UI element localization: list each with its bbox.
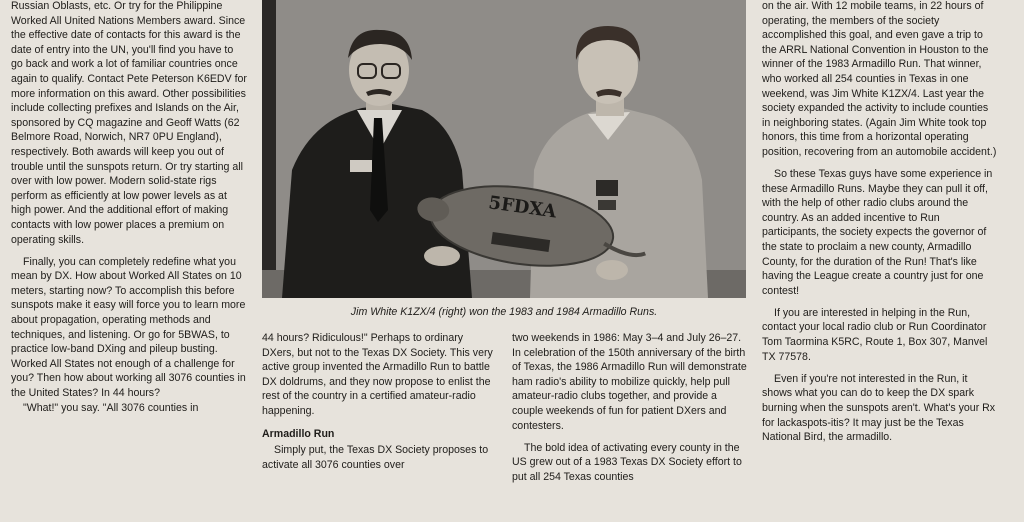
col4-paragraph-3: If you are interested in helping in the Run, contact your local radio club or Run Coordinator Tom Taormina K5RC, Route 1, Box 307, Manvel TX 77578. xyxy=(762,306,988,363)
col1-paragraph-1: Russian Oblasts, etc. Or try for the Philippine Worked All United Nations Members award. Since the effective date of contacts for this award is the date of entry into the UN, you'll find you have to go back and work a lot of familiar countries once again to qualify. Contact Pete Peterson K6EDV for more information on this award. Other possibilities include collecting prefixes and Islands on the Air, sponsored by CQ magazine and Geoff Watts (62 Belmore Road, Norwich, NR7 0PU England), respectively. Both awards will keep you out of trouble until the sunspots return. Or try starting all over with low power. Modern solid-state rigs perform as efficiently at low power levels as at high power. And the additional effort of making contacts with low power places a premium on operating skills. xyxy=(11,0,247,246)
column-2 xyxy=(262,331,498,472)
photo-illustration xyxy=(262,0,746,298)
col2-heading: Armadillo Run xyxy=(262,427,335,440)
col4-paragraph-4: Even if you're not interested in the Run, it shows what you can do to keep the DX spark burning when the sunspots aren't. What's your Rx for lackaspots-itis? It may just be the Texas National Bird, the armadillo. xyxy=(762,372,996,444)
column-1 xyxy=(11,0,247,415)
col4-paragraph-2: So these Texas guys have some experience in these Armadillo Runs. Maybe they can pull it off, with the help of other radio clubs around the country. As an added incentive to Run participants, the society expects the governor of the state to proclaim a new county, Armadillo County, for the duration of the Run! That's like having the League create a country just for one contest! xyxy=(762,168,993,297)
column-4 xyxy=(762,0,998,445)
plaque-text: 5FDXA xyxy=(487,192,558,223)
col2-paragraph-1: 44 hours? Ridiculous!" Perhaps to ordinary DXers, but not to the Texas DX Society. This very active group invented the Armadillo Run to battle DX doldrums, and they now propose to enlist the rest of the country in a certified amateur-radio happening. xyxy=(262,332,493,417)
column-3 xyxy=(512,331,748,484)
photo-jim-white xyxy=(262,0,746,298)
col3-paragraph-2: The bold idea of activating every county in the US grew out of a 1983 Texas DX Society effort to put all 254 Texas counties xyxy=(512,441,742,483)
col1-paragraph-3: "What!" you say. "All 3076 counties in xyxy=(23,401,199,414)
col4-paragraph-1: on the air. With 12 mobile teams, in 22 hours of operating, the members of the society accomplished this goal, and even gave a trip to the ARRL National Convention in Houston to the winner of the 1983 Armadillo Run. That winner, who worked all 254 counties in Texas in one weekend, was Jim White K1ZX/4. Last year the society expanded the activity to include counties in neighboring states. (Again Jim White took top honors, this time from a horizontal operating position, recovering from an automobile accident.) xyxy=(762,0,997,158)
col2-paragraph-2: Simply put, the Texas DX Society proposes to activate all 3076 counties over xyxy=(262,444,489,471)
photo-caption: Jim White K1ZX/4 (right) won the 1983 and 1984 Armadillo Runs. xyxy=(350,306,658,318)
col3-paragraph-1: two weekends in 1986: May 3–4 and July 26–27. In celebration of the 150th anniversary of the birth of Texas, the 1986 Armadillo Run will demonstrate ham radio's ability to mobilize quickly, help pull amateur-radio clubs together, and provide a couple weekends of fun for patient DXers and contesters. xyxy=(512,332,747,432)
col1-paragraph-2: Finally, you can completely redefine what you mean by DX. How about Worked All States on 10 meters, starting now? To accomplish this before sunspots make it easy will force you to learn more about propagation, operating methods and techniques, and listening. Or go for 5BWAS, to practice low-band DXing and pileup busting. Worked All States not enough of a challenge for you? Then how about working all 3076 counties in the United States? In 44 hours? xyxy=(11,255,246,399)
